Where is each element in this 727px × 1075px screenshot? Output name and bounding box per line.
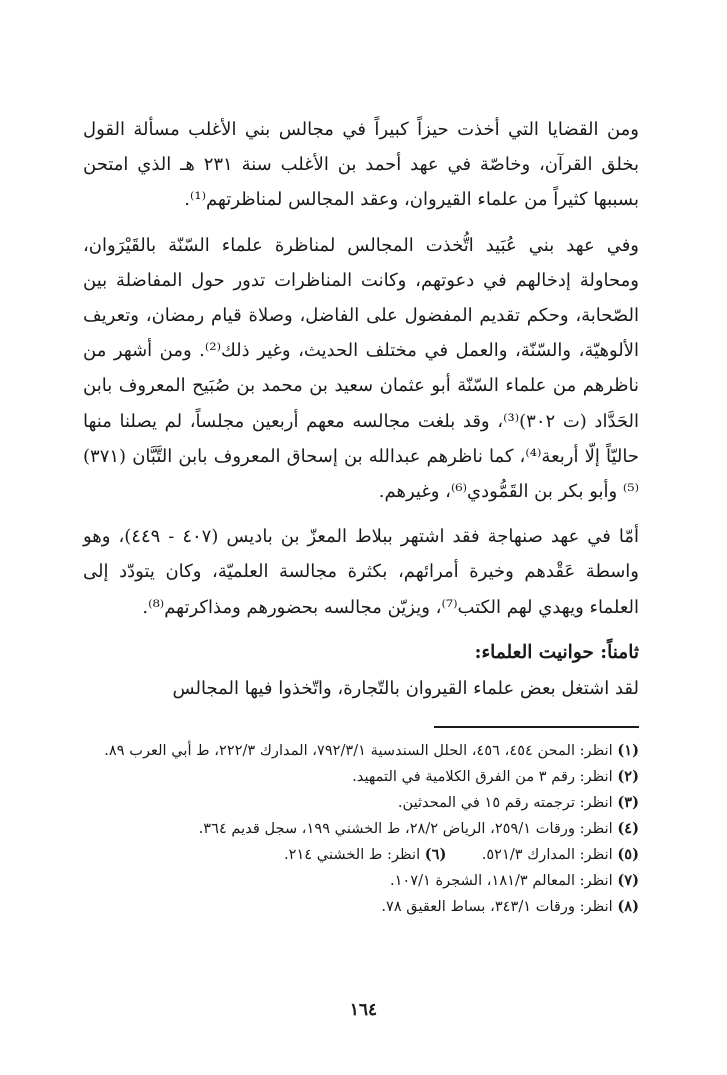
footnote-text: انظر: ورقات ٢٥٩/١، الرياض ٢٨/٢، ط الخشني ١٩٩، سجل قديم ٣٦٤. bbox=[198, 820, 613, 837]
footnote-text: انظر: المعالم ١٨١/٣، الشجرة ١٠٧/١. bbox=[389, 872, 613, 889]
footnote-text: انظر: ورقات ٣٤٣/١، بساط العقيق ٧٨. bbox=[381, 898, 613, 915]
footnote bbox=[49, 738, 639, 764]
footnote-number: (٤) bbox=[617, 820, 639, 837]
paragraph-ubaydi-debates: وفي عهد بني عُبَيد اتُّخذت المجالس لمناظرة علماء السّنّة بالقَيْرَوان، ومحاولة إدخالهم في دعوتهم، وكانت المناظرات تدور حول المفاضلة بين الصّحابة، وحكم تقديم المفضول على الفاضل، وصلاة قيام رمضان، وتعريف الألوهيّة، والسّنّة، والعمل في مختلف الحديث، وغير ذلك⁽²⁾. ومن أشهر من ناظرهم من علماء السّنّة أبو عثمان سعيد بن محمد بن صُبَيح المعروف بابن الحَدَّاد (ت ٣٠٢)⁽³⁾، وقد بلغت مجالسه معهم أربعين مجلساً، لم يصلنا منها حاليّاً إلّا أربعة⁽⁴⁾، كما ناظرهم عبدالله بن إسحاق المعروف بابن التَّبَّان (٣٧١)⁽⁵⁾ وأبو بكر بن القَمُّودي⁽⁶⁾، وغيرهم. bbox=[83, 234, 640, 503]
footnote-number: (٨) bbox=[617, 898, 639, 915]
footnote bbox=[49, 842, 639, 868]
footnote-number: (١) bbox=[617, 742, 639, 759]
footnote-number: (٧) bbox=[617, 872, 639, 889]
page-number: ١٦٤ bbox=[349, 1000, 378, 1020]
footnote-text: انظر: المحن ٤٥٤، ٤٥٦، الحلل السندسية ٧٩٢/٣/١، المدارك ٢٢٢/٣، ط أبي العرب ٨٩. bbox=[104, 742, 613, 759]
footnote bbox=[49, 764, 639, 790]
paragraph-shops-of-scholars: لقد اشتغل بعض علماء القيروان بالتّجارة، واتّخذوا فيها المجالس bbox=[172, 677, 639, 699]
footnotes bbox=[49, 738, 639, 920]
footnote bbox=[49, 816, 639, 842]
footnote-number: (٦) bbox=[424, 846, 447, 863]
paragraph-aghlabid-councils: ومن القضايا التي أخذت حيزاً كبيراً في مجالس بني الأغلب مسألة القول بخلق القرآن، وخاصّة في عهد أحمد بن الأغلب سنة ٢٣١ هـ الذي امتحن بسببها كثيراً من علماء القيروان، وعقد المجالس لمناظرتهم⁽¹⁾. bbox=[83, 119, 639, 211]
paragraph-sanhaja-era: أمّا في عهد صنهاجة فقد اشتهر ببلاط المعزّ بن باديس (٤٠٧ - ٤٤٩)، وهو واسطة عَقْدهم وخيرة أمرائهم، بكثرة مجالسة العلميّة، وكان يتودّد إلى العلماء ويهدي لهم الكتب⁽⁷⁾، ويزيّن مجالسه بحضورهم ومذاكرتهم⁽⁸⁾. bbox=[83, 526, 639, 618]
footnote bbox=[49, 790, 639, 816]
section-heading: ثامناً: حوانيت العلماء: bbox=[474, 641, 639, 663]
footnote bbox=[49, 894, 639, 920]
footnote bbox=[49, 868, 639, 894]
footnote-text: انظر: ترجمته رقم ١٥ في المحدثين. bbox=[397, 794, 613, 811]
footnote-number: (٢) bbox=[617, 768, 639, 785]
footnote-text: انظر: المدارك ٥٢١/٣. bbox=[481, 846, 613, 863]
footnote-number: (٣) bbox=[617, 794, 639, 811]
footnote-text: انظر: ط الخشني ٢١٤. bbox=[283, 846, 421, 863]
footnote-divider bbox=[434, 726, 639, 728]
footnote-text: انظر: رقم ٣ من الفرق الكلامية في التمهيد. bbox=[352, 768, 613, 785]
main-text bbox=[83, 112, 639, 716]
footnote-number: (٥) bbox=[617, 846, 639, 863]
